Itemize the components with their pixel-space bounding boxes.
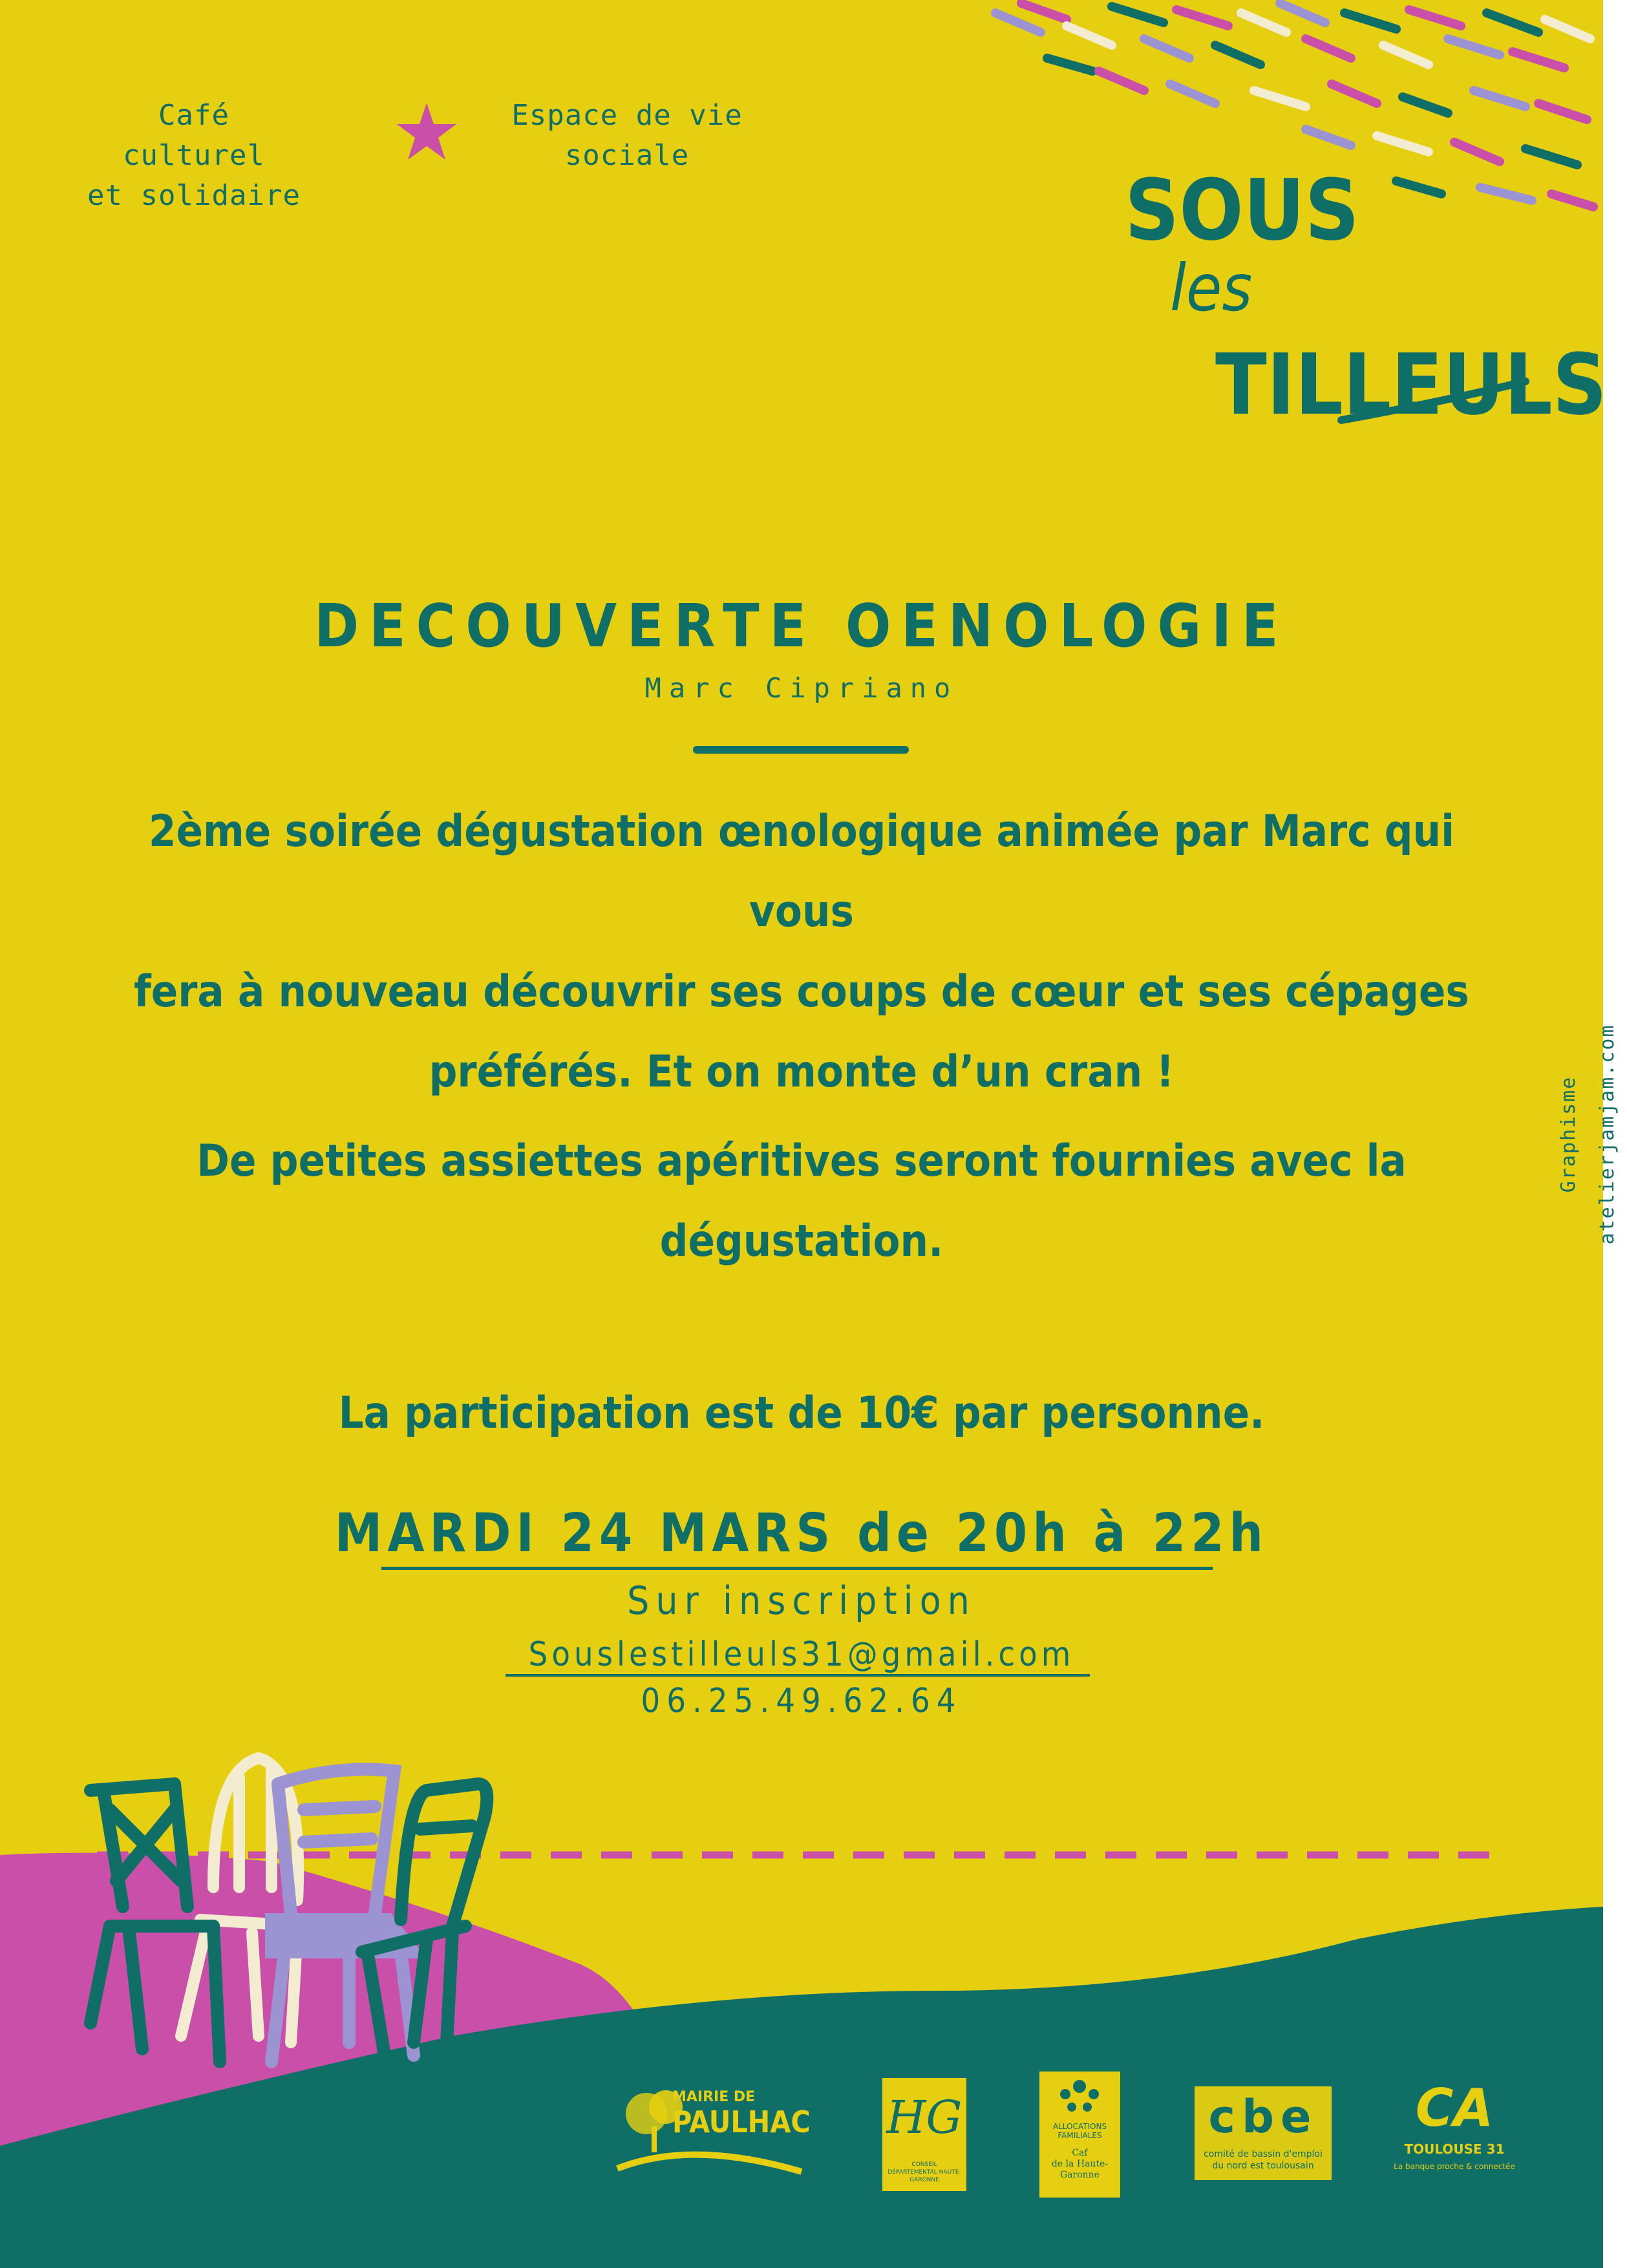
description-line: De petites assiettes apéritives seront fournies avec la (197, 1136, 1407, 1187)
date-underline (381, 1567, 1213, 1570)
sponsor-cbe (1195, 2086, 1332, 2180)
description-paragraph-1 (97, 792, 1506, 1112)
sponsor-haute-garonne (882, 2078, 966, 2191)
tagline-cafe-line2: et solidaire (87, 179, 301, 212)
ca-tagline: La banque proche & connectée (1394, 2162, 1515, 2171)
bottom-illustration (0, 1732, 1603, 2268)
sponsor-caf (1039, 2072, 1120, 2198)
caf-allocations (1039, 2122, 1120, 2140)
tagline-cafe-line1: Café culturel (123, 99, 265, 172)
logo-word-tilleuls: TILLEULS (1215, 335, 1607, 434)
logo-word-sous: SOUS (1125, 161, 1359, 259)
description-line: 2ème soirée dégustation œnologique animée par Marc qui vous (148, 806, 1455, 937)
description-line: préférés. Et on monte d’un cran ! (429, 1046, 1175, 1097)
credit-agricole-logo-icon: CA (1415, 2078, 1494, 2138)
caf-line: ALLOCATIONS (1052, 2122, 1107, 2131)
logo-word-les: les (1170, 250, 1253, 326)
mairie-label: MAIRIE DE (672, 2089, 756, 2105)
tagline-cafe (84, 96, 304, 216)
event-host: Marc Cipriano (644, 672, 959, 704)
price-paragraph: La participation est de 10€ par personne. (338, 1388, 1265, 1439)
cbe-line: comité de bassin d'emploi (1204, 2149, 1323, 2159)
star-icon (394, 100, 459, 165)
event-title: DECOUVERTE OENOLOGIE (314, 591, 1289, 661)
registration-note: Sur inscription (627, 1578, 976, 1624)
description-line: fera à nouveau découvrir ses coups de cœur et ses cépages (134, 966, 1469, 1017)
title-divider (693, 746, 909, 754)
tagline-espace-line1: Espace de vie (511, 99, 743, 132)
contact-email[interactable]: Souslestilleuls31@gmail.com (528, 1635, 1075, 1674)
event-date: MARDI 24 MARS de 20h à 22h (334, 1503, 1269, 1564)
tagline-espace-line2: sociale (564, 139, 690, 172)
cbe-logo-icon: cbe (1208, 2090, 1318, 2143)
tagline-espace (498, 96, 756, 176)
hg-caption: CONSEIL DÉPARTEMENTAL HAUTE-GARONNE (888, 2161, 961, 2183)
caf-line: Garonne (1060, 2170, 1100, 2180)
caf-line: FAMILIALES (1058, 2131, 1102, 2140)
graphic-design-credit: Graphisme atelierjamjam.com (1557, 1024, 1619, 1245)
description-line: dégustation. (659, 1216, 944, 1267)
sponsor-mairie-paulhac (614, 2081, 811, 2178)
paulhac-label: PAULHAC (672, 2104, 811, 2139)
caf-line: Caf (1072, 2148, 1088, 2158)
description-paragraph-2 (97, 1121, 1506, 1282)
ca-name: TOULOUSE 31 (1404, 2141, 1505, 2157)
caf-line: de la Haute- (1051, 2159, 1109, 2169)
sous-les-tilleuls-logo (983, 0, 1607, 452)
contact-phone[interactable]: 06.25.49.62.64 (641, 1682, 962, 1721)
hg-logo-icon: HG (886, 2091, 962, 2144)
caf-family-icon (1039, 2075, 1120, 2120)
cbe-caption (1195, 2148, 1332, 2172)
caf-name (1039, 2148, 1120, 2181)
sponsor-credit-agricole (1383, 2078, 1526, 2188)
email-underline (505, 1674, 1090, 1677)
cbe-line: du nord est toulousain (1212, 2161, 1314, 2171)
